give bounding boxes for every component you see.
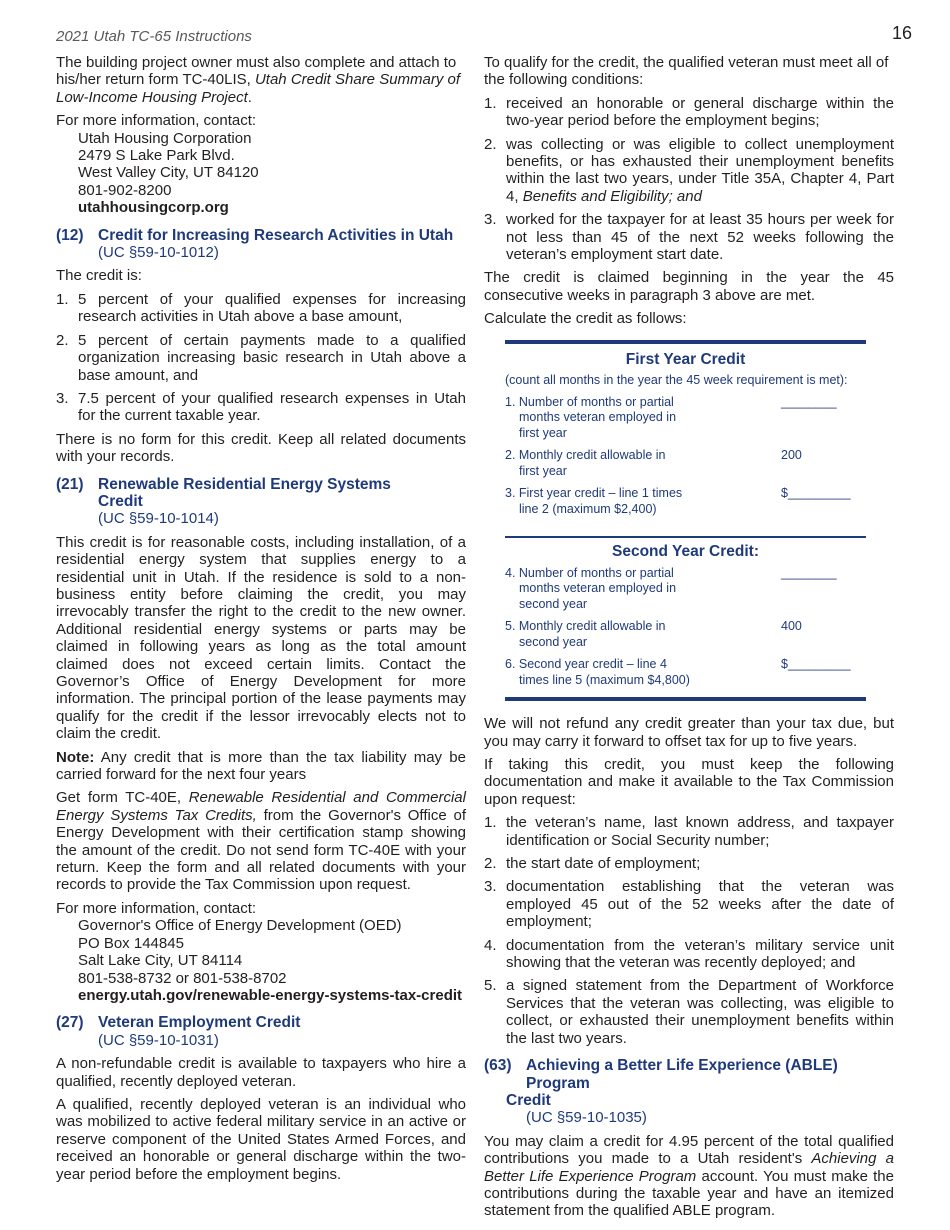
list-item: 1. the veteran’s name, last known address, and taxpayer identification or Social Security number; [484, 814, 894, 849]
section-title-continued: Credit [506, 1091, 551, 1109]
section-21-note: Note: Any credit that is more than the tax liability may be carried forward for the next four years [56, 748, 466, 784]
section-27-paragraph-2: A qualified, recently deployed veteran is an individual who was mobilized to active federal military service in an active or reserve component of the United States Armed Forces, and received an honorable or general discharge within the two-year period before the employment begins. [56, 1095, 466, 1183]
contact-line: Salt Lake City, UT 84114 [78, 952, 243, 970]
first-year-credit-block [505, 352, 866, 529]
box-divider [505, 536, 866, 538]
contact-website-link[interactable]: utahhousingcorp.org [78, 199, 229, 217]
box-title: Second Year Credit: [611, 543, 759, 561]
contact-line: 801-538-8732 or 801-538-8702 [78, 969, 287, 987]
credit-line-6: 6. Second year credit – line 4 times line 5 (maximum $4,800) $_________ [505, 657, 866, 688]
qualify-lead: To qualify for the credit, the qualified veteran must meet all of the following conditions: [484, 54, 889, 89]
section-title: Credit for Increasing Research Activities in Utah [98, 226, 454, 244]
form-title-italic: Utah Credit Share Summary of Low-Income Housing Project [56, 71, 461, 106]
section-63-heading [484, 1057, 894, 1127]
credit-line-2: 2. Monthly credit allowable in first year 200 [505, 448, 866, 479]
section-title: Achieving a Better Life Experience (ABLE) Program [526, 1057, 838, 1092]
contact-line: West Valley City, UT 84120 [78, 164, 259, 182]
form-title-italic: Renewable Residential and Commercial Energy Systems Tax Credits, [56, 789, 466, 824]
credit-line-value[interactable]: ________ [781, 394, 837, 409]
list-item: 3. 7.5 percent of your qualified research expenses in Utah for the current taxable year. [56, 389, 466, 425]
section-number: (21) [56, 475, 84, 493]
box-note: (count all months in the year the 45 week requirement is met): [505, 373, 848, 388]
contact-block-oed [56, 900, 466, 1004]
credit-line-4: 4. Number of months or partial months veteran employed in second year ________ [505, 566, 866, 613]
calculate-lead: Calculate the credit as follows: [484, 310, 687, 328]
research-credit-list [56, 291, 466, 425]
section-code: (UC §59-10-1031) [98, 1031, 219, 1049]
section-code: (UC §59-10-1012) [98, 244, 219, 262]
list-item: 5. a signed statement from the Department of Workforce Services that the veteran was collecting, was eligible to collect, or exhausted their unemployment benefits within the last two years. [484, 977, 894, 1047]
section-12-outro: There is no form for this credit. Keep all related documents with your records. [56, 430, 466, 466]
second-year-credit-block [505, 544, 866, 697]
contact-block-housing [56, 112, 466, 216]
documentation-lead: If taking this credit, you must keep the following documentation and make it available to the Tax Commission upon request: [484, 756, 894, 808]
section-number: (63) [484, 1057, 512, 1075]
right-column [484, 54, 894, 1226]
list-item: 3. worked for the taxpayer for at least 35 hours per week for not less than 45 of the next 52 weeks following the veteran’s employment start date. [484, 211, 894, 264]
contact-line: Governor's Office of Energy Development (OED) [78, 917, 402, 935]
section-number: (27) [56, 1014, 84, 1032]
program-name-italic: Achieving a Better Life Experience Program [484, 1150, 894, 1185]
contact-line: 801-902-8200 [78, 181, 172, 199]
section-21-heading [56, 476, 466, 528]
section-number: (12) [56, 226, 84, 244]
credit-line-value[interactable]: ________ [781, 565, 837, 580]
credit-line-5: 5. Monthly credit allowable in second year 400 [505, 619, 866, 650]
section-title: Renewable Residential Energy Systems Credit [98, 475, 391, 510]
box-title: First Year Credit [625, 350, 746, 368]
list-item: 3. documentation establishing that the veteran was employed 45 out of the 52 weeks after the date of employment; [484, 878, 894, 931]
list-item: 1. 5 percent of your qualified expenses for increasing research activities in Utah above a base amount, [56, 290, 466, 326]
section-title: Veteran Employment Credit [98, 1014, 301, 1032]
credit-line-value: 200 [781, 448, 802, 463]
list-item: 2. the start date of employment; [484, 855, 701, 873]
section-code: (UC §59-10-1035) [526, 1109, 647, 1127]
page-number: 16 [891, 23, 912, 43]
contact-website-link[interactable]: energy.utah.gov/renewable-energy-systems-tax-credit [78, 986, 463, 1004]
section-21-paragraph: This credit is for reasonable costs, including installation, of a residential energy system that supplies energy to a residential unit in Utah. If the residence is sold to a non-business entity before claiming the credit, you may irrevocably transfer the right to the credit to the new owner. Additional residential energy systems or parts may be claimed in following years as long as the total amount claimed does not exceed certain limits. Contact the Governor’s Office of Energy Development for more information. The principal portion of the lease payments may qualify for the credit if the lessor irrevocably elects not to claim the credit. [56, 533, 466, 743]
credit-calculation-box [505, 340, 866, 702]
section-63-paragraph: You may claim a credit for 4.95 percent of the total qualified contributions you made to a Utah resident's Achieving a Better Life Experience Program account. You must make the contributions during the taxable year and have an itemized statement from the qualified ABLE program. [484, 1132, 894, 1220]
credit-line-value: 400 [781, 619, 802, 634]
contact-line: Utah Housing Corporation [78, 129, 252, 147]
section-12-heading [56, 227, 466, 262]
contact-line: PO Box 144845 [78, 934, 184, 952]
credit-line-value[interactable]: $_________ [781, 657, 851, 672]
credit-line-3: 3. First year credit – line 1 times line 2 (maximum $2,400) $_________ [505, 486, 866, 517]
claimed-paragraph: The credit is claimed beginning in the year the 45 consecutive weeks in paragraph 3 above are met. [484, 269, 894, 304]
list-item: 2. 5 percent of certain payments made to a qualified organization increasing basic research in Utah above a base amount, and [56, 331, 466, 384]
list-item: 1. received an honorable or general discharge within the two-year period before the employment begins; [484, 94, 894, 130]
intro-paragraph: The building project owner must also complete and attach to his/her return form TC-40LIS, Utah Credit Share Summary of Low-Income Housing Project. [56, 54, 461, 106]
section-code: (UC §59-10-1014) [98, 510, 219, 528]
note-label: Note: [56, 748, 95, 766]
list-item: 4. documentation from the veteran’s military service unit showing that the veteran was recently deployed; and [484, 936, 894, 972]
refund-paragraph: We will not refund any credit greater than your tax due, but you may carry it forward to offset tax for up to five years. [484, 715, 894, 750]
credit-line-value[interactable]: $_________ [781, 486, 851, 501]
contact-line: 2479 S Lake Park Blvd. [78, 147, 235, 165]
section-27-paragraph-1: A non-refundable credit is available to taxpayers who hire a qualified, recently deployed veteran. [56, 1055, 466, 1090]
section-12-lead: The credit is: [56, 267, 142, 285]
qualification-conditions-list [484, 95, 894, 264]
left-column [56, 54, 466, 1189]
contact-heading: For more information, contact: [56, 899, 257, 917]
document-header-title: 2021 Utah TC-65 Instructions [56, 28, 252, 45]
documentation-list [484, 814, 894, 1047]
section-21-form-paragraph: Get form TC-40E, Renewable Residential and Commercial Energy Systems Tax Credits, from the Governor's Office of Energy Development with their certification stamp showing the amount of the credit. Do not send form TC-40E with your return. Keep the form and all related documents with your records to provide the Tax Commission upon request. [56, 789, 466, 894]
contact-heading: For more information, contact: [56, 112, 257, 130]
section-27-heading [56, 1014, 466, 1049]
credit-line-1: 1. Number of months or partial months veteran employed in first year ________ [505, 395, 866, 442]
list-item: 2. was collecting or was eligible to collect unemployment benefits, or has exhausted their unemployment benefits within the last two years, under Title 35A, Chapter 4, Part 4, Benefits and Eligibility; and [484, 135, 894, 205]
